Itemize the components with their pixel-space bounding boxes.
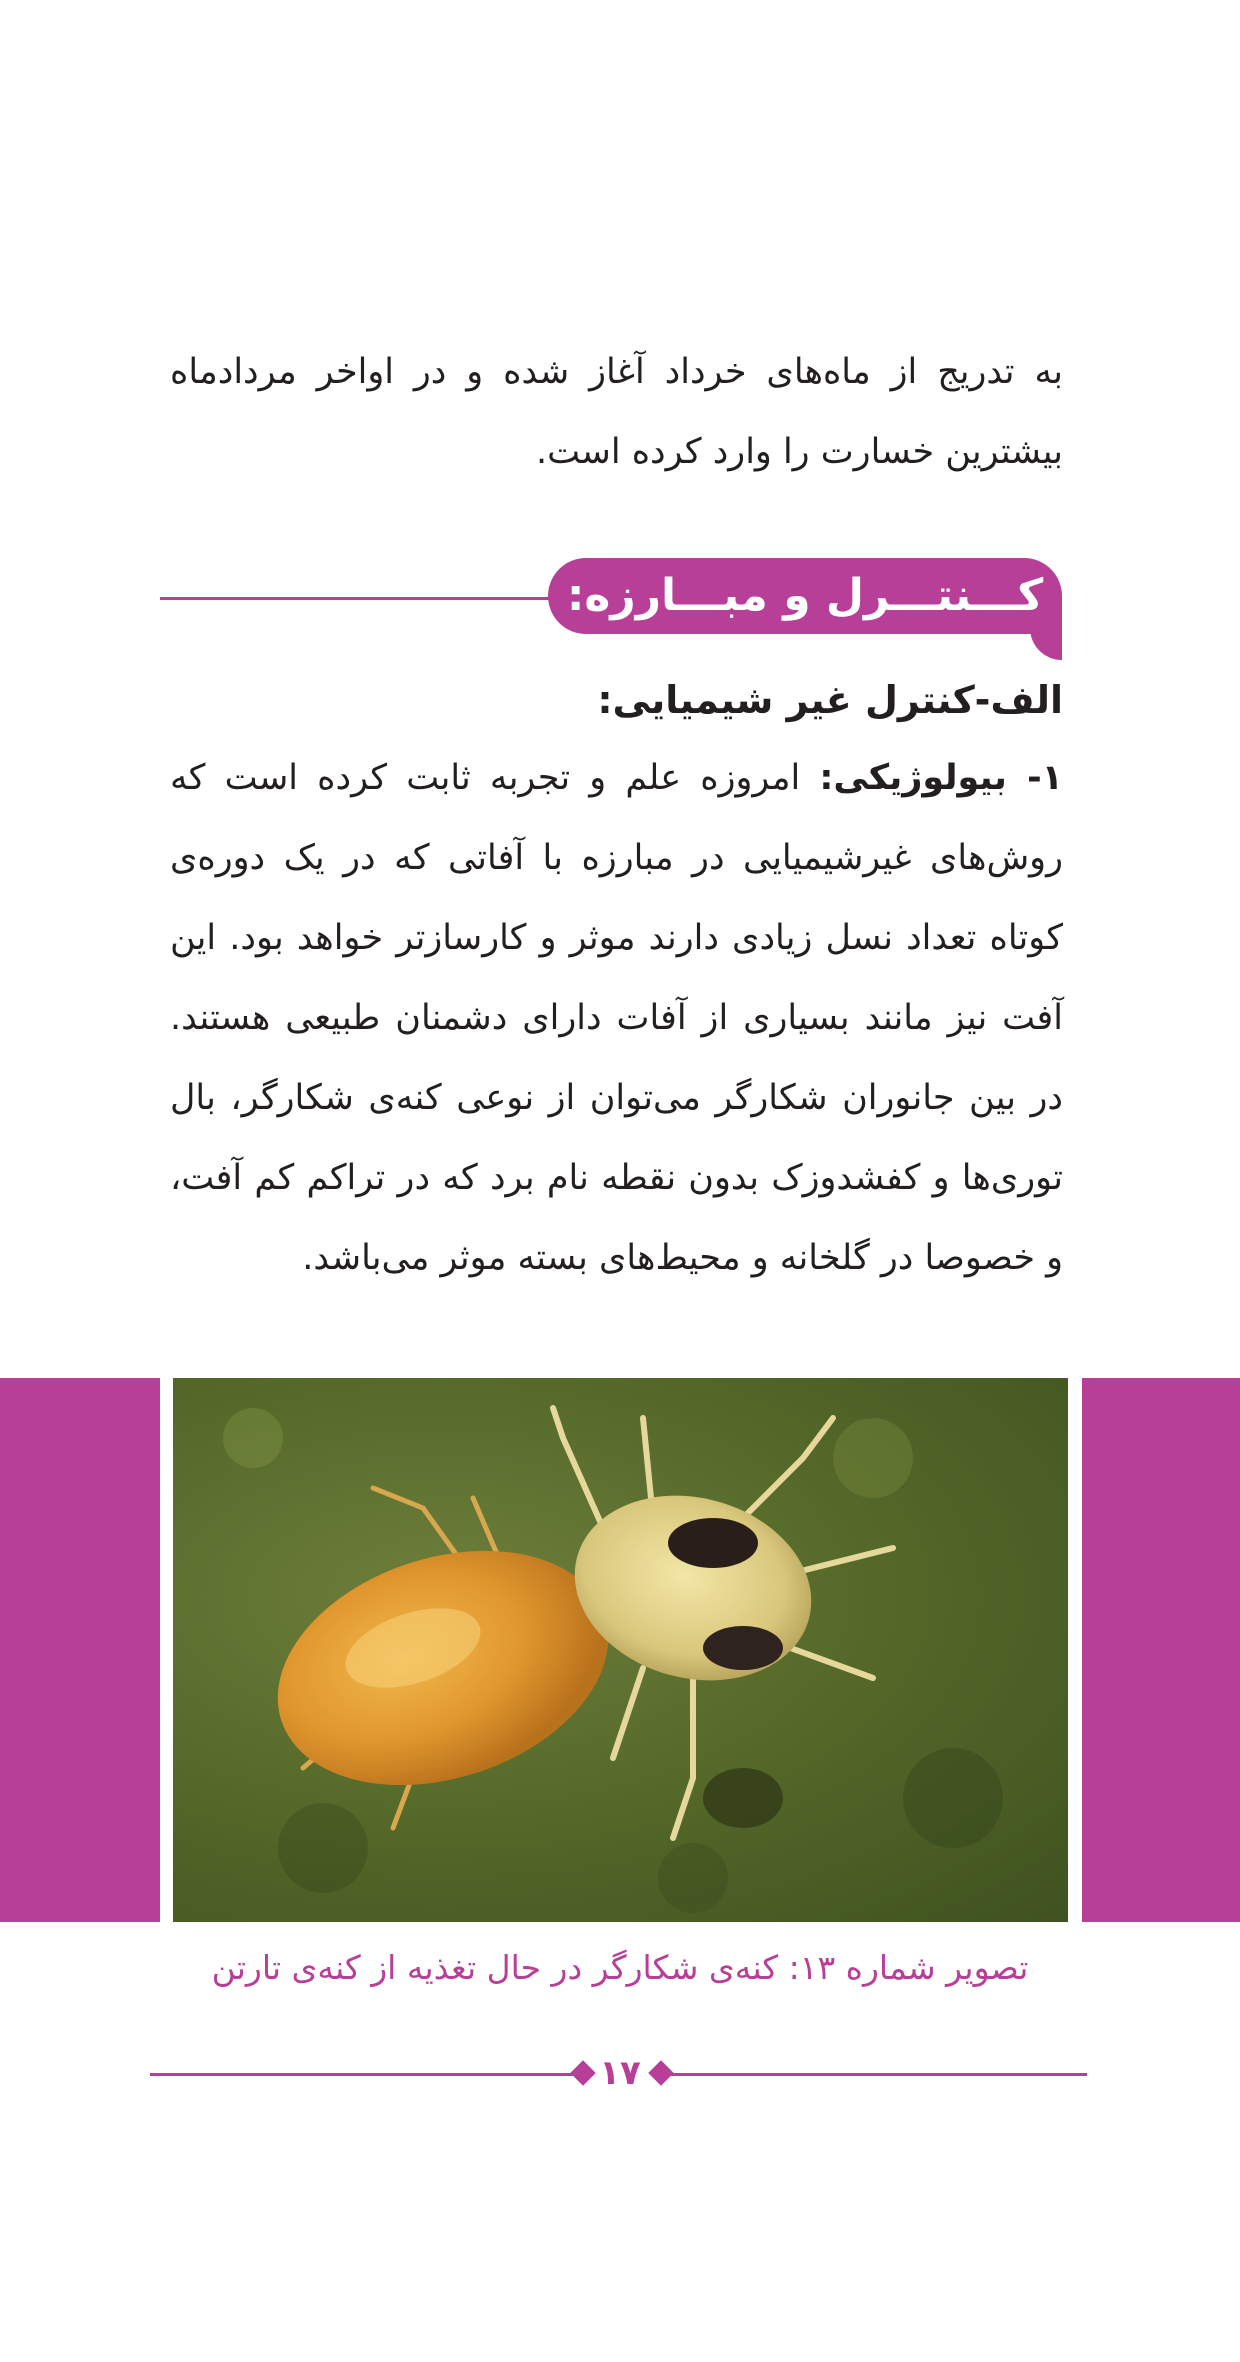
mite-photo <box>173 1378 1068 1922</box>
predator-mite-dark-spot <box>668 1518 758 1568</box>
figure-caption: تصویر شماره ۱۳: کنه‌ی شکارگر در حال تغذیه از کنه‌ی تارتن <box>211 1948 1029 1987</box>
biological-control-lead: ۱- بیولوژیکی: <box>819 758 1063 798</box>
biological-control-paragraph <box>170 738 1063 1298</box>
footer-rule-right <box>662 2073 1087 2076</box>
section-heading: کـــنتـــرل و مبـــارزه: <box>548 558 1062 634</box>
intro-paragraph: به تدریج از ماه‌های خرداد آغاز شده و در اواخر مردادماه بیشترین خسارت را وارد کرده است. <box>170 352 1063 472</box>
photo-band-left <box>0 1378 160 1922</box>
mite-illustration <box>173 1378 1068 1922</box>
predator-mite-dark-spot-2 <box>703 1626 783 1670</box>
footer-rule-left <box>150 2073 578 2076</box>
footer-diamond-right <box>648 2060 673 2085</box>
photo-band-right <box>1082 1378 1240 1922</box>
page-number: ۱۷ <box>599 2053 641 2093</box>
subsection-heading: الف-کنترل غیر شیمیایی: <box>597 678 1063 722</box>
biological-control-text: امروزه علم و تجربه ثابت کرده است که روش‌های غیرشیمیایی در مبارزه با آفاتی که در یک دوره‌ی کوتاه تعداد نسل زیادی دارند موثر و کارسازتر خواهد بود. این آفت نیز مانند بسیاری از آفات دارای دشمنان طبیعی هستند. در بین جانوران شکارگر می‌توان از نوعی کنه‌ی شکارگر، بال توری‌ها و کفشدوزک بدون نقطه نام برد که در تراکم کم آفت، و خصوصا در گلخانه و محیط‌های بسته موثر می‌باشد. <box>170 758 1063 1278</box>
section-header-rule <box>160 597 560 600</box>
